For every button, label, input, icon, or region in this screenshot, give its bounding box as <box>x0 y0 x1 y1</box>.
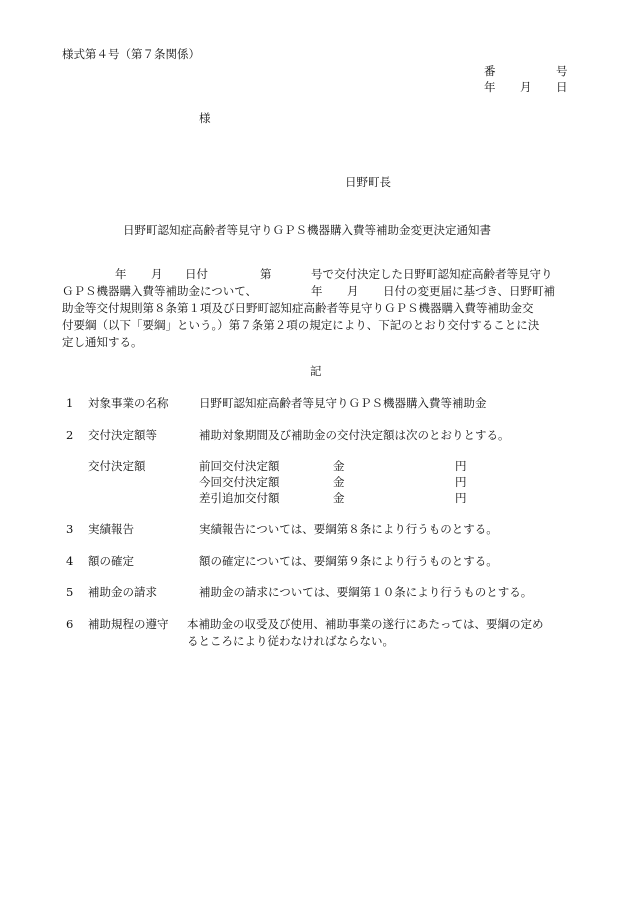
form-label: 様式第４号（第７条関係） <box>62 47 200 61</box>
item5-label: 補助金の請求 <box>88 585 157 599</box>
amount-row-en: 円 <box>455 491 467 505</box>
item2-label: 交付決定額等 <box>88 428 157 442</box>
item2-number: 2 <box>66 428 74 442</box>
body-line4: 付要綱（以下「要綱」という。）第７条第２項の規定により、下記のとおり交付することに決 <box>62 318 540 332</box>
item1-number: 1 <box>66 396 74 410</box>
item1-label: 対象事業の名称 <box>88 396 169 410</box>
body-line2-start: ＧＰＳ機器購入費等補助金について、 <box>62 284 258 298</box>
date-month: 月 <box>520 80 532 94</box>
item6-text-line2: るところにより従わなければならない。 <box>187 634 394 648</box>
item3-label: 実績報告 <box>88 522 134 536</box>
doc-number-ban: 番 <box>484 64 496 78</box>
item6-text-line1: 本補助金の収受及び使用、補助事業の遂行にあたっては、要綱の定め <box>187 617 544 631</box>
item6-number: 6 <box>66 617 74 631</box>
document-title: 日野町認知症高齢者等見守りＧＰＳ機器購入費等補助金変更決定通知書 <box>123 223 491 237</box>
item4-number: 4 <box>66 554 74 568</box>
body-line1-dated: 日付 <box>185 267 208 281</box>
item3-number: 3 <box>66 522 74 536</box>
date-day: 日 <box>556 80 568 94</box>
amount-row-kin: 金 <box>333 459 345 473</box>
date-year: 年 <box>484 80 496 94</box>
body-line1-dai: 第 <box>260 267 272 281</box>
amount-row-name: 今回交付決定額 <box>199 475 280 489</box>
body-line2-month: 月 <box>347 284 359 298</box>
body-line2-year: 年 <box>311 284 323 298</box>
item4-label: 額の確定 <box>88 554 134 568</box>
ki-heading: 記 <box>310 364 322 378</box>
item4-text: 額の確定については、要綱第９条により行うものとする。 <box>199 554 498 568</box>
item2-text: 補助対象期間及び補助金の交付決定額は次のとおりとする。 <box>199 428 510 442</box>
item1-text: 日野町認知症高齢者等見守りＧＰＳ機器購入費等補助金 <box>199 396 487 410</box>
amount-row-kin: 金 <box>333 491 345 505</box>
issuer: 日野町長 <box>345 175 391 189</box>
item6-label: 補助規程の遵守 <box>88 617 169 631</box>
body-line5: 定し通知する。 <box>62 335 143 349</box>
doc-number-go: 号 <box>556 64 568 78</box>
body-line1-year: 年 <box>115 267 127 281</box>
body-line1-month: 月 <box>151 267 163 281</box>
item3-text: 実績報告については、要綱第８条により行うものとする。 <box>199 522 498 536</box>
amount-row-kin: 金 <box>333 475 345 489</box>
body-line3: 助金等交付規則第８条第１項及び日野町認知症高齢者等見守りＧＰＳ機器購入費等補助金交 <box>62 301 534 315</box>
body-line1-rest: 号で交付決定した日野町認知症高齢者等見守り <box>311 267 553 281</box>
amount-row-en: 円 <box>455 459 467 473</box>
item5-number: 5 <box>66 585 74 599</box>
amount-row-name: 前回交付決定額 <box>199 459 280 473</box>
amount-row-name: 差引追加交付額 <box>199 491 280 505</box>
addressee-suffix: 様 <box>199 111 211 125</box>
item5-text: 補助金の請求については、要綱第１０条により行うものとする。 <box>199 585 533 599</box>
amounts-label: 交付決定額 <box>88 459 146 473</box>
amount-row-en: 円 <box>455 475 467 489</box>
body-line2-rest: 日付の変更届に基づき、日野町補 <box>383 284 556 298</box>
